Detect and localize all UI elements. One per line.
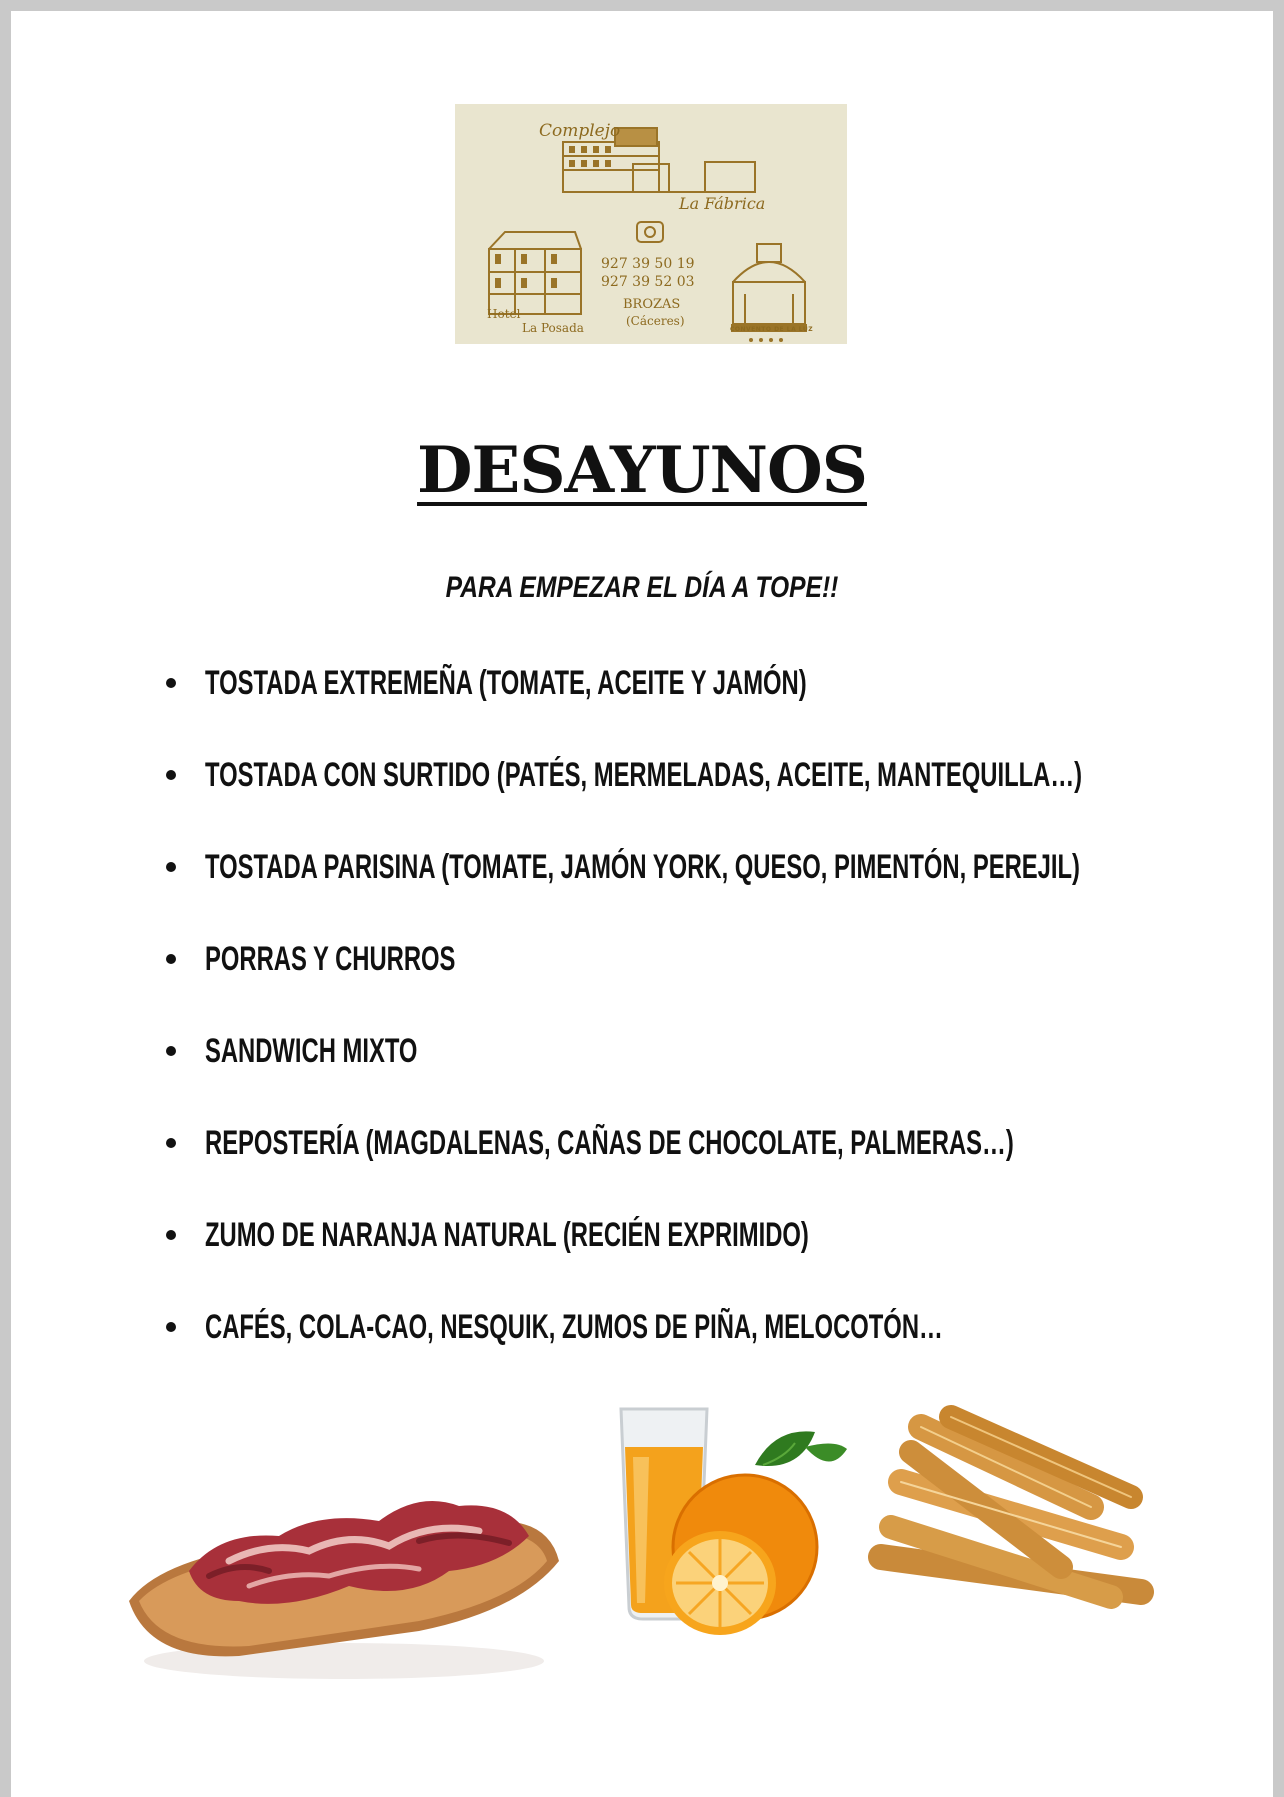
bullet-icon <box>166 770 176 780</box>
ham-toast-photo <box>119 1451 569 1691</box>
menu-item-text: TOSTADA PARISINA (TOMATE, JAMÓN YORK, QUESO, PIMENTÓN, PEREJIL) <box>205 847 1080 886</box>
list-item <box>166 1215 1068 1255</box>
logo-complejo-text: Complejo <box>539 121 621 141</box>
page-subtitle: PARA EMPEZAR EL DÍA A TOPE!! <box>445 571 839 604</box>
list-item <box>166 1307 1259 1347</box>
logo-la-fabrica-text: La Fábrica <box>679 194 766 213</box>
complejo-la-fabrica-logo <box>455 104 847 344</box>
logo-posada-label: La Posada <box>522 321 584 335</box>
list-item <box>166 663 1065 703</box>
menu-item-text: SANDWICH MIXTO <box>205 1031 418 1070</box>
bullet-icon <box>166 1230 176 1240</box>
bullet-icon <box>166 1322 176 1332</box>
list-item <box>166 939 563 979</box>
logo-phone-2: 927 39 52 03 <box>601 274 695 290</box>
list-item <box>166 1123 1284 1163</box>
menu-item-text: CAFÉS, COLA-CAO, NESQUIK, ZUMOS DE PIÑA, MELOCOTÓN… <box>205 1307 943 1346</box>
menu-item-text: TOSTADA CON SURTIDO (PATÉS, MERMELADAS, ACEITE, MANTEQUILLA…) <box>205 755 1083 794</box>
menu-item-text: REPOSTERÍA (MAGDALENAS, CAÑAS DE CHOCOLATE, PALMERAS…) <box>205 1123 1014 1162</box>
logo-town: BROZAS <box>623 297 681 312</box>
page-title <box>11 431 1273 511</box>
orange-juice-photo <box>585 1387 855 1657</box>
menu-item-text: ZUMO DE NARANJA NATURAL (RECIÉN EXPRIMIDO) <box>205 1215 809 1254</box>
list-item <box>166 755 1284 795</box>
list-item <box>166 1031 508 1071</box>
bullet-icon <box>166 862 176 872</box>
bullet-icon <box>166 954 176 964</box>
list-item <box>166 847 1284 887</box>
bullet-icon <box>166 678 176 688</box>
logo-hotel-label: Hotel <box>487 307 521 321</box>
logo-phone-1: 927 39 50 19 <box>601 256 695 272</box>
bullet-icon <box>166 1138 176 1148</box>
menu-item-text: PORRAS Y CHURROS <box>205 939 456 978</box>
logo-province: (Cáceres) <box>626 314 685 328</box>
bullet-icon <box>166 1046 176 1056</box>
logo-convento-label: CONVENTO DE LA LUZ <box>730 326 814 333</box>
churros-photo <box>861 1387 1181 1627</box>
menu-item-text: TOSTADA EXTREMEÑA (TOMATE, ACEITE Y JAMÓN) <box>205 663 807 702</box>
menu-page <box>11 11 1273 1797</box>
page-title-text: DESAYUNOS <box>417 433 867 508</box>
